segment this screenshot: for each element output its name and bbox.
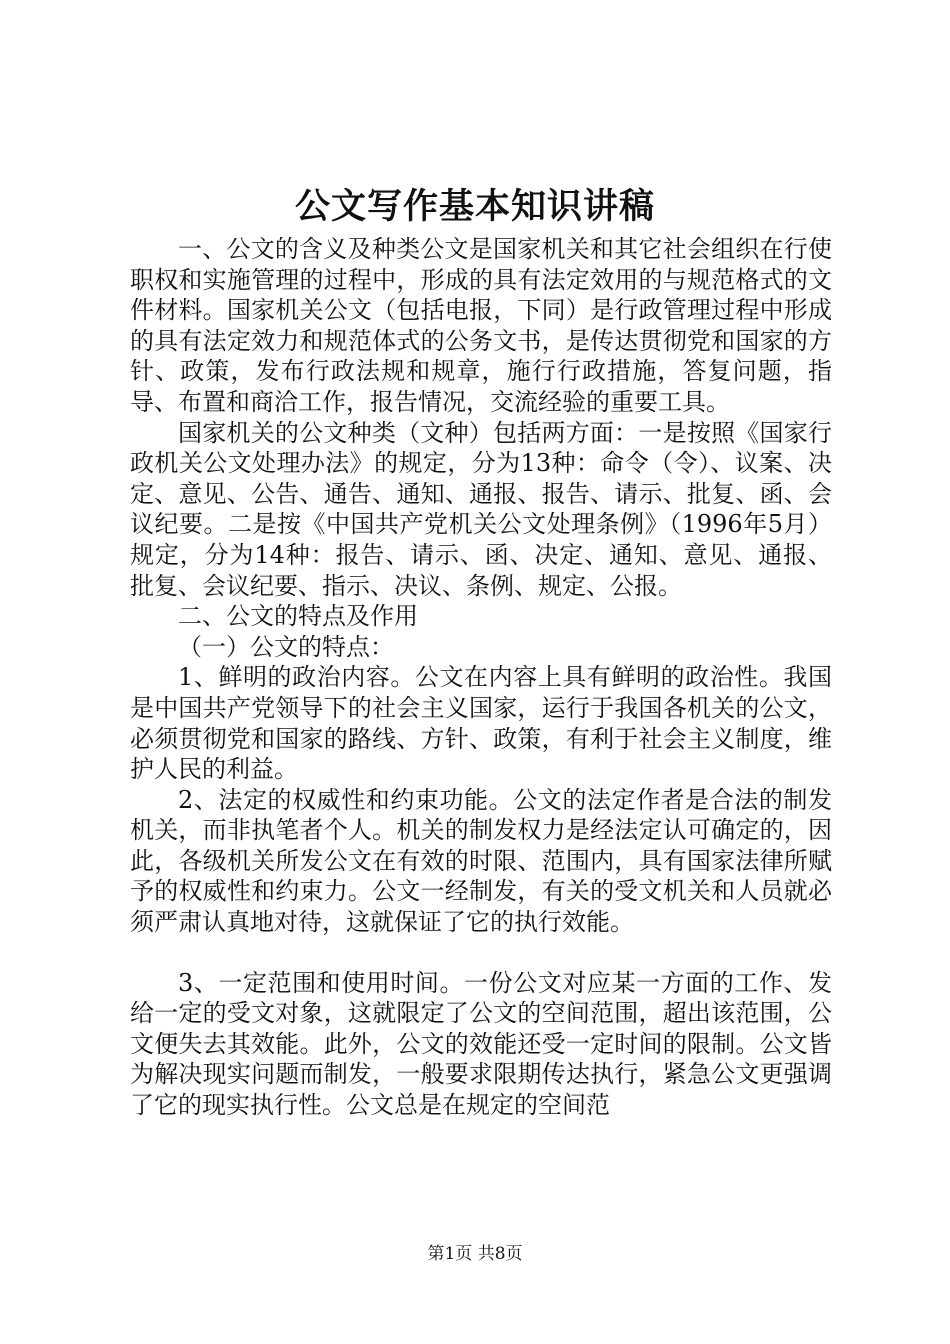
document-title: 公文写作基本知识讲稿: [294, 186, 655, 227]
paragraph-point-3: 3、一定范围和使用时间。一份公文对应某一方面的工作、发给一定的受文对象，这就限定了公文的空间范围，超出该范围，公文便失去其效能。此外，公文的效能还受一定时间的限制。公文皆为解决现实问题而制发，一般要求限期传达执行，紧急公文更强调了它的现实执行性。公文总是在规定的空间范: [130, 968, 832, 1120]
paragraph-point-2: 2、法定的权威性和约束功能。公文的法定作者是合法的制发机关，而非执笔者个人。机关的制发权力是经法定认可确定的，因此，各级机关所发公文在有效的时限、范围内，具有国家法律所赋予的权威性和约束力。公文一经制发，有关的受文机关和人员就必须严肃认真地对待，这就保证了它的执行效能。: [130, 785, 832, 937]
paragraph-point-1: 1、鲜明的政治内容。公文在内容上具有鲜明的政治性。我国是中国共产党领导下的社会主义国家，运行于我国各机关的公文，必须贯彻党和国家的路线、方针、政策，有利于社会主义制度，维护人民的利益。: [130, 663, 832, 784]
section-heading-features: 二、公文的特点及作用: [178, 602, 418, 631]
page-number-footer: 第1页 共8页: [427, 1244, 523, 1264]
paragraph-document-types: 国家机关的公文种类（文种）包括两方面：一是按照《国家行政机关公文处理办法》的规定，分为13种：命令（令）、议案、决定、意见、公告、通告、通知、通报、报告、请示、批复、函、会议纪要。二是按《中国共产党机关公文处理条例》（1996年5月）规定，分为14种：报告、请示、函、决定、通知、意见、通报、批复、会议纪要、指示、决议、条例、规定、公报。: [130, 418, 832, 600]
document-body: [130, 234, 832, 1121]
paragraph-definition: 一、公文的含义及种类公文是国家机关和其它社会组织在行使职权和实施管理的过程中，形成的具有法定效用的与规范格式的文件材料。国家机关公文（包括电报，下同）是行政管理过程中形成的具有法定效力和规范体式的公务文书，是传达贯彻党和国家的方针、政策，发布行政法规和规章，施行行政措施，答复问题，指导、布置和商洽工作，报告情况，交流经验的重要工具。: [130, 235, 832, 416]
subsection-heading-features: （一）公文的特点：: [178, 632, 394, 661]
